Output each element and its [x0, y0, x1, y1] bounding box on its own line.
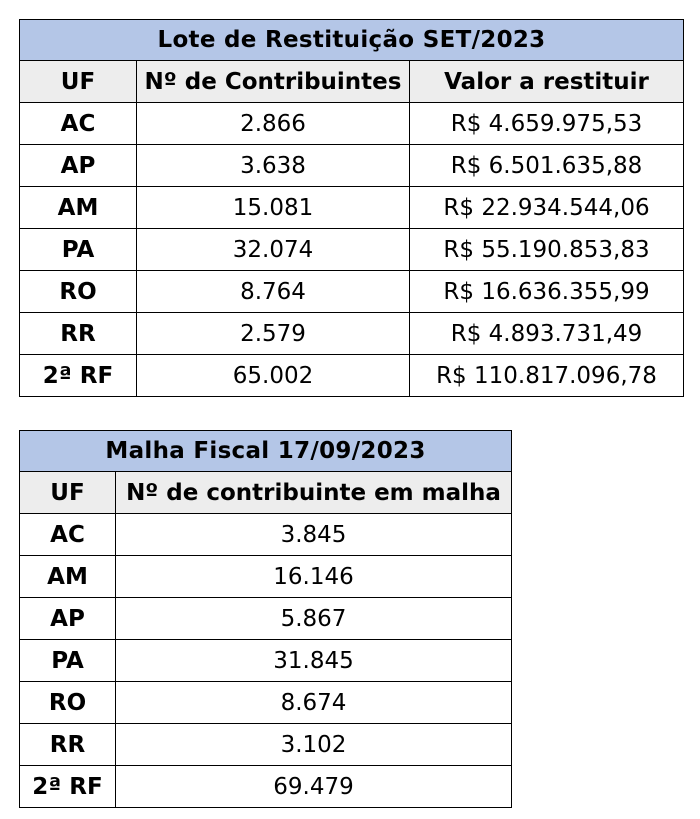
uf-cell: RR [20, 313, 137, 355]
uf-cell: AP [20, 145, 137, 187]
valor-cell: R$ 6.501.635,88 [410, 145, 684, 187]
table-row [20, 640, 512, 682]
malha-title-row [20, 431, 512, 472]
contribuintes-cell: 31.845 [116, 640, 512, 682]
table-row [20, 313, 684, 355]
restituicao-title: Lote de Restituição SET/2023 [20, 20, 684, 61]
table-row [20, 598, 512, 640]
table-row [20, 271, 684, 313]
contribuintes-cell: 15.081 [137, 187, 410, 229]
uf-cell: AM [20, 187, 137, 229]
header-uf: UF [20, 472, 116, 514]
uf-cell: RR [20, 724, 116, 766]
restituicao-table [19, 19, 684, 397]
uf-cell: RO [20, 682, 116, 724]
uf-cell: PA [20, 640, 116, 682]
uf-cell: PA [20, 229, 137, 271]
uf-cell: AC [20, 103, 137, 145]
header-uf: UF [20, 61, 137, 103]
valor-cell: R$ 16.636.355,99 [410, 271, 684, 313]
malha-header-row [20, 472, 512, 514]
table-row [20, 682, 512, 724]
malha-fiscal-table [19, 430, 512, 808]
table-row [20, 187, 684, 229]
valor-cell: R$ 4.893.731,49 [410, 313, 684, 355]
valor-cell: R$ 22.934.544,06 [410, 187, 684, 229]
contribuintes-cell: 8.674 [116, 682, 512, 724]
malha-title: Malha Fiscal 17/09/2023 [20, 431, 512, 472]
contribuintes-cell: 69.479 [116, 766, 512, 808]
uf-cell: 2ª RF [20, 766, 116, 808]
contribuintes-cell: 5.867 [116, 598, 512, 640]
table-row [20, 766, 512, 808]
valor-cell: R$ 4.659.975,53 [410, 103, 684, 145]
restituicao-title-row [20, 20, 684, 61]
header-contribuintes: Nº de Contribuintes [137, 61, 410, 103]
table-row [20, 103, 684, 145]
contribuintes-cell: 2.866 [137, 103, 410, 145]
contribuintes-cell: 2.579 [137, 313, 410, 355]
table-row [20, 724, 512, 766]
header-valor: Valor a restituir [410, 61, 684, 103]
valor-cell: R$ 110.817.096,78 [410, 355, 684, 397]
contribuintes-cell: 32.074 [137, 229, 410, 271]
uf-cell: RO [20, 271, 137, 313]
contribuintes-cell: 3.102 [116, 724, 512, 766]
contribuintes-cell: 3.638 [137, 145, 410, 187]
header-contribuintes-malha: Nº de contribuinte em malha [116, 472, 512, 514]
uf-cell: 2ª RF [20, 355, 137, 397]
table-row [20, 355, 684, 397]
valor-cell: R$ 55.190.853,83 [410, 229, 684, 271]
contribuintes-cell: 16.146 [116, 556, 512, 598]
restituicao-header-row [20, 61, 684, 103]
table-row [20, 229, 684, 271]
table-row [20, 556, 512, 598]
contribuintes-cell: 8.764 [137, 271, 410, 313]
uf-cell: AC [20, 514, 116, 556]
uf-cell: AM [20, 556, 116, 598]
contribuintes-cell: 65.002 [137, 355, 410, 397]
contribuintes-cell: 3.845 [116, 514, 512, 556]
table-row [20, 514, 512, 556]
table-row [20, 145, 684, 187]
uf-cell: AP [20, 598, 116, 640]
